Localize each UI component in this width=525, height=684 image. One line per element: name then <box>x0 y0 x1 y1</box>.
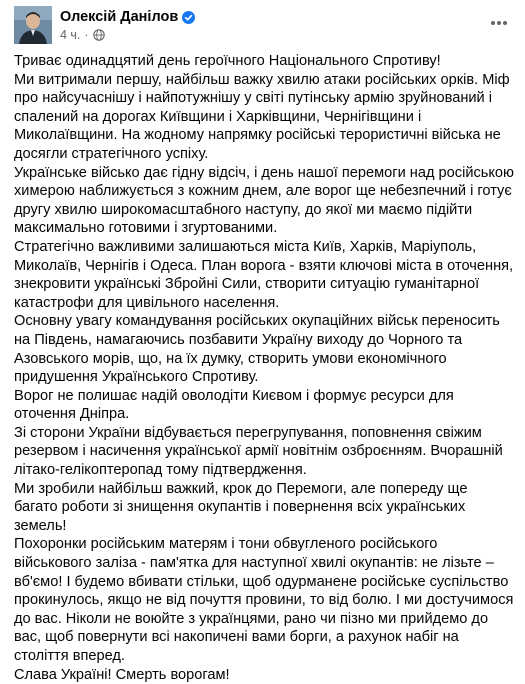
author-line <box>60 8 195 26</box>
post-header <box>14 6 514 44</box>
globe-icon[interactable] <box>93 29 105 41</box>
post-paragraph: Триває одинадцятий день героїчного Національного Спротиву! <box>14 53 441 69</box>
more-horizontal-icon <box>490 20 508 26</box>
post-meta <box>60 27 105 43</box>
avatar[interactable] <box>14 6 52 44</box>
post-paragraph: Ми витримали першу, найбільш важку хвилю атаки російських орків. Міф про найсучаснішу і найпотужнішу у світі путінську армію зруйнований і спалений на дорогах Київщини і Харківщини, Чернігівщини і Миколаївщини. На жодному напрямку російські терористичні війська не досягли стратегічного успіху. <box>14 71 510 162</box>
post-paragraph: Слава Україні! Смерть ворогам! <box>14 666 230 683</box>
post-paragraph: Основну увагу командування російських окупаційних військ переносить на Південь, намагаючись позбавити Україну виходу до Чорного та Азовського морів, що, на їх думку, створить умови економічного придушення Українського Спротиву. <box>14 313 500 386</box>
author-name[interactable]: Олексій Данілов <box>60 9 179 25</box>
post-paragraph: Ми зробили найбільш важкий, крок до Перемоги, але попереду ще багато роботи зі знищення окупантів і повернення всіх українських земель! <box>14 480 468 534</box>
avatar-image <box>14 6 52 44</box>
post-body <box>14 52 514 684</box>
more-options-button[interactable] <box>484 8 514 38</box>
verified-badge-icon <box>182 11 195 24</box>
post-timestamp[interactable]: 4 ч. <box>60 28 81 42</box>
post-paragraph: Похоронки російським матерям і тони обвугленого російського військового заліза - пам'ятка для наступної хвилі окупантів: не лізьте – вб'ємо! І будемо вбивати стільки, щоб одурманене російське суспільство прокинулось, якщо не від почуття провини, то від болю. І ми достучимося до вас. Ніколи не воюйте з українцями, рано чи пізно ми прийдемо до вас, щоб повернути всі накопичені вами борги, а рахунок набіг на століття вперед. <box>14 536 514 664</box>
post-paragraph: Ворог не полишає надій оволодіти Києвом і формує ресурси для оточення Дніпра. <box>14 387 454 423</box>
post-paragraph: Стратегічно важливими залишаються міста Київ, Харків, Маріуполь, Миколаїв, Чернігів і Одеса. План ворога - взяти ключові міста в оточення, знекровити українські Збройні Сили, створити ситуацію гуманітарної катастрофи для цивільного населення. <box>14 238 514 311</box>
meta-separator: · <box>84 28 89 42</box>
post-paragraph: Українське військо дає гідну відсіч, і день нашої перемоги над російською химерою наближується з кожним днем, але ворог ще небезпечний і готує другу хвилю широкомасштабного наступу, до якої ми маємо підійти максимально готовими і згуртованими. <box>14 164 514 237</box>
post-paragraph: Зі сторони України відбувається перегрупування, поповнення свіжим резервом і насичення української армії новітнім озброєнням. Вчорашній літако-гелікоптеропад тому підтвердження. <box>14 424 503 479</box>
